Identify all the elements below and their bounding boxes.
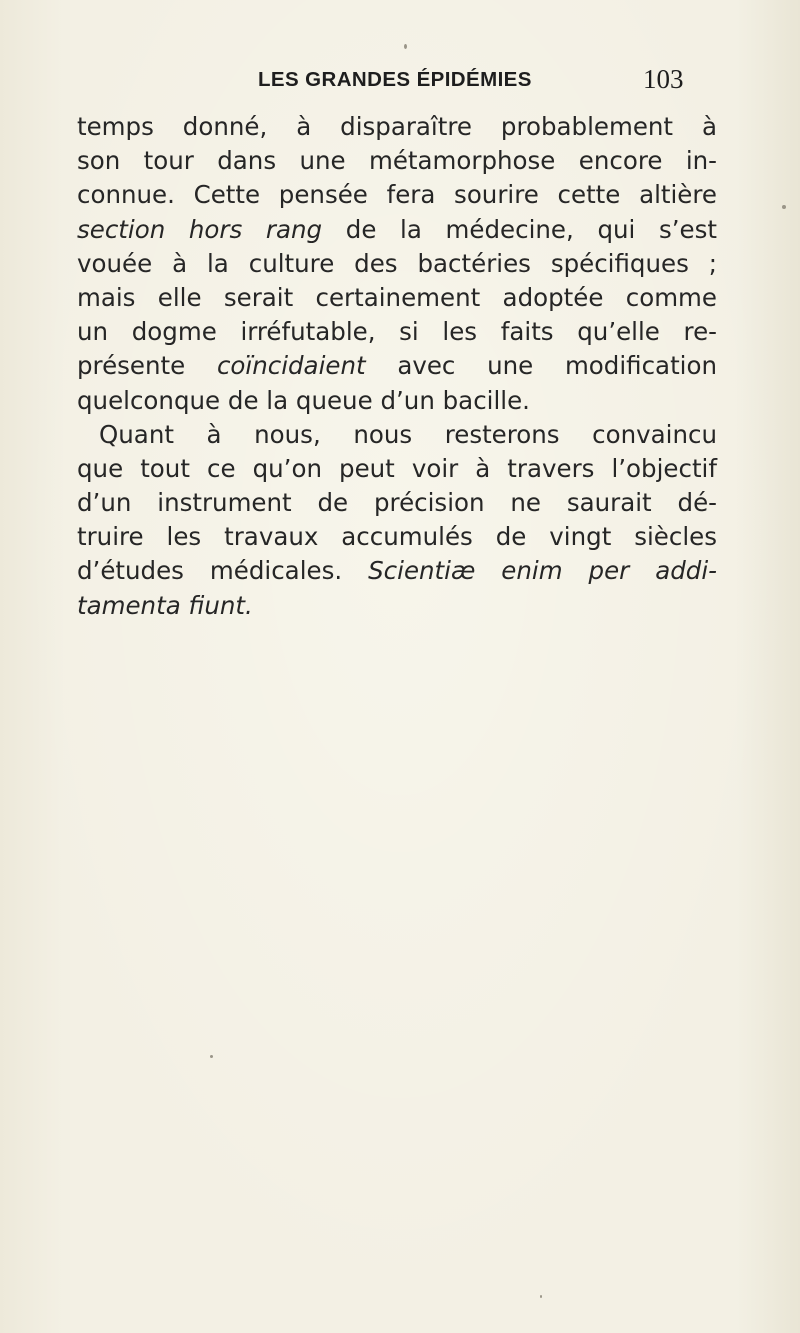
text-span: truire les travaux accumulés de vingt siècles <box>77 522 717 552</box>
text-span: temps donné, à disparaître probablement à <box>77 112 717 141</box>
text-line <box>77 589 717 623</box>
text-line <box>77 452 717 486</box>
text-span: de la médecine, qui s’est <box>322 214 717 244</box>
text-span: son tour dans une métamorphose encore in- <box>77 146 717 176</box>
text-span: d’études médicales. <box>77 556 369 586</box>
latin-quote: Scientiæ enim per addi- <box>368 556 717 586</box>
text-line <box>77 554 717 588</box>
paper-speck <box>404 44 407 49</box>
text-span: présente <box>77 351 217 381</box>
italic-phrase: section hors rang <box>77 214 323 244</box>
page-header <box>0 62 800 98</box>
italic-word: coïncidaient <box>216 351 366 381</box>
body-text <box>77 110 717 623</box>
text-line <box>77 110 717 144</box>
text-line <box>77 247 717 281</box>
text-line <box>77 520 717 554</box>
paper-speck <box>540 1295 542 1298</box>
text-span: mais elle serait certainement adoptée comme <box>77 282 717 312</box>
text-line <box>77 213 717 247</box>
paper-speck <box>782 205 786 209</box>
text-span: un dogme irréfutable, si les faits qu’elle re- <box>77 317 717 347</box>
text-span: quelconque de la queue d’un bacille. <box>77 385 530 415</box>
text-span: Quant à nous, nous resterons convaincu <box>99 419 717 449</box>
paragraph-first-line <box>77 418 717 452</box>
latin-quote: tamenta fiunt. <box>77 590 253 620</box>
text-line <box>77 384 717 418</box>
text-line <box>77 144 717 178</box>
text-span: avec une modification <box>365 351 718 381</box>
text-span: vouée à la culture des bactéries spécifiques ; <box>77 248 717 278</box>
page-number: 103 <box>643 64 684 94</box>
text-line <box>77 349 717 383</box>
text-line <box>77 281 717 315</box>
text-span: connue. Cette pensée fera sourire cette altière <box>77 180 717 210</box>
running-title: LES GRANDES ÉPIDÉMIES <box>258 68 532 91</box>
text-span: que tout ce qu’on peut voir à travers l’objectif <box>77 453 717 483</box>
paper-speck <box>210 1055 213 1058</box>
text-line <box>77 486 717 520</box>
text-line <box>77 315 717 349</box>
text-line <box>77 178 717 212</box>
text-span: d’un instrument de précision ne saurait dé- <box>77 488 717 518</box>
